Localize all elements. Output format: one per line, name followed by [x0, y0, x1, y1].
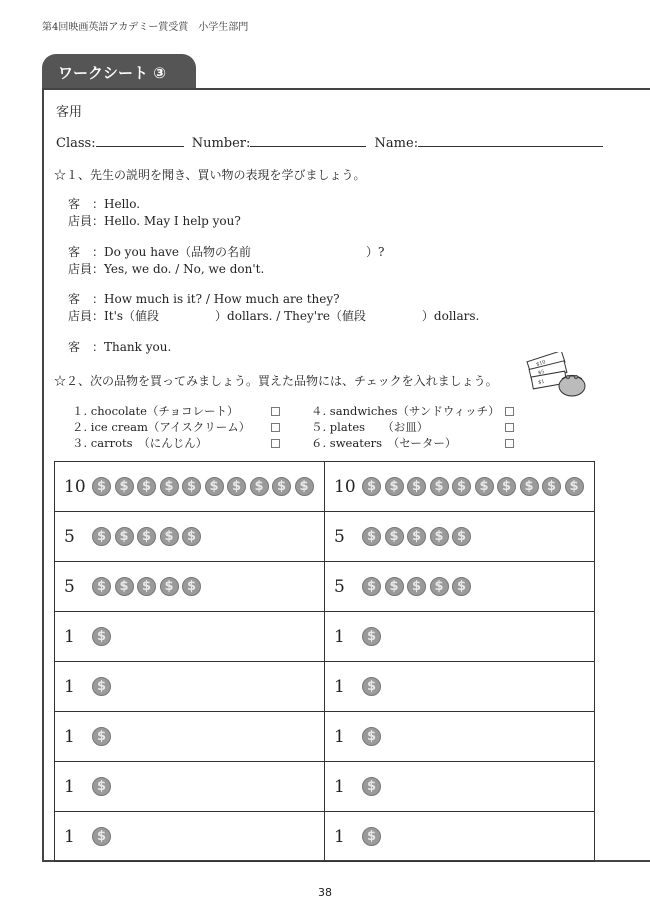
money-row [55, 512, 595, 562]
dollar-coin-icon[interactable]: $ [137, 527, 156, 546]
dollar-coin-icon[interactable]: $ [250, 477, 269, 496]
money-cell[interactable] [325, 762, 595, 812]
dollar-coin-icon[interactable]: $ [92, 827, 111, 846]
money-row [55, 612, 595, 662]
money-cell[interactable] [325, 662, 595, 712]
money-cell[interactable] [55, 812, 325, 862]
money-row [55, 562, 595, 612]
amount-label: 5 [64, 526, 75, 547]
dollar-coin-icon[interactable]: $ [182, 577, 201, 596]
money-cell[interactable] [55, 712, 325, 762]
money-cell[interactable] [55, 762, 325, 812]
svg-text:$1: $1 [537, 378, 546, 386]
money-row [55, 462, 595, 512]
dollar-coin-icon[interactable]: $ [92, 527, 111, 546]
role-label: 客用 [56, 105, 83, 120]
amount-label: 1 [334, 826, 345, 847]
dollar-coin-icon[interactable]: $ [160, 577, 179, 596]
money-row [55, 712, 595, 762]
dollar-coin-icon[interactable]: $ [565, 477, 584, 496]
amount-label: 1 [334, 776, 345, 797]
dollar-coin-icon[interactable]: $ [205, 477, 224, 496]
dollar-coin-icon[interactable]: $ [115, 527, 134, 546]
dollar-coin-icon[interactable]: $ [115, 477, 134, 496]
dialogue-line: 店員：Yes, we do. / No, we don't. [68, 262, 265, 276]
shopping-item: １. chocolate（チョコレート） [72, 404, 239, 418]
money-cell[interactable] [325, 562, 595, 612]
shopping-item: ２. ice cream（アイスクリーム） [72, 420, 251, 434]
dollar-coin-icon[interactable]: $ [452, 577, 471, 596]
dollar-coin-icon[interactable]: $ [430, 477, 449, 496]
shopping-item: ６. sweaters （セーター） [311, 436, 457, 450]
task2-instruction: ☆２、次の品物を買ってみましょう。買えた品物には、チェックを入れましょう。 [54, 374, 498, 388]
dollar-coin-icon[interactable]: $ [92, 477, 111, 496]
shopping-item: ４. sandwiches（サンドウィッチ） [311, 404, 500, 418]
dollar-coin-icon[interactable]: $ [362, 827, 381, 846]
svg-text:$10: $10 [535, 359, 547, 368]
amount-label: 1 [64, 826, 75, 847]
money-cell[interactable] [55, 662, 325, 712]
dollar-coin-icon[interactable]: $ [362, 477, 381, 496]
dollar-coin-icon[interactable]: $ [272, 477, 291, 496]
dollar-coin-icon[interactable]: $ [362, 527, 381, 546]
dollar-coin-icon[interactable]: $ [430, 527, 449, 546]
item-checkbox[interactable] [505, 423, 514, 432]
amount-label: 5 [334, 576, 345, 597]
dollar-coin-icon[interactable]: $ [160, 477, 179, 496]
dollar-coin-icon[interactable]: $ [92, 777, 111, 796]
money-row [55, 662, 595, 712]
dialogue-2 [68, 244, 384, 278]
money-cell[interactable] [325, 812, 595, 862]
dialogue-4 [68, 339, 171, 356]
amount-label: 1 [64, 626, 75, 647]
money-cell[interactable] [325, 712, 595, 762]
dialogue-line: 店員：It's（値段 ）dollars. / They're（値段 ）dollars. [68, 309, 480, 323]
dollar-coin-icon[interactable]: $ [407, 577, 426, 596]
item-checkbox[interactable] [271, 407, 280, 416]
item-checkbox[interactable] [505, 439, 514, 448]
dollar-coin-icon[interactable]: $ [520, 477, 539, 496]
shopping-item: ５. plates （お皿） [311, 420, 429, 434]
money-cell[interactable] [55, 612, 325, 662]
student-info-row [56, 134, 603, 151]
dollar-coin-icon[interactable]: $ [362, 727, 381, 746]
dollar-coin-icon[interactable]: $ [92, 627, 111, 646]
amount-label: 1 [64, 676, 75, 697]
dollar-coin-icon[interactable]: $ [227, 477, 246, 496]
page-number: 38 [318, 886, 332, 899]
number-label: Number: [191, 136, 251, 151]
dialogue-line: 客 ：Hello. [68, 197, 141, 211]
item-checkbox[interactable] [505, 407, 514, 416]
dollar-coin-icon[interactable]: $ [385, 577, 404, 596]
amount-label: 10 [334, 476, 356, 497]
dollar-coin-icon[interactable]: $ [137, 477, 156, 496]
amount-label: 5 [334, 526, 345, 547]
item-checkbox[interactable] [271, 439, 280, 448]
dollar-coin-icon[interactable]: $ [362, 677, 381, 696]
amount-label: 5 [64, 576, 75, 597]
dollar-coin-icon[interactable]: $ [92, 727, 111, 746]
dialogue-line: 客 ：Do you have（品物の名前 ）? [68, 245, 385, 259]
header-title: 第4回映画英語アカデミー賞受賞 小学生部門 [42, 22, 249, 33]
amount-label: 1 [64, 726, 75, 747]
money-cell[interactable] [55, 512, 325, 562]
class-field[interactable] [96, 134, 184, 147]
dollar-coin-icon[interactable]: $ [115, 577, 134, 596]
class-label: Class: [56, 136, 96, 151]
dollar-coin-icon[interactable]: $ [475, 477, 494, 496]
shopping-item: ３. carrots （にんじん） [72, 436, 208, 450]
number-field[interactable] [250, 134, 366, 147]
dollar-coin-icon[interactable]: $ [407, 477, 426, 496]
dialogue-line: 客 ：Thank you. [68, 340, 172, 354]
dialogue-line: 店員：Hello. May I help you? [68, 214, 241, 228]
dialogue-3 [68, 291, 479, 325]
money-row [55, 812, 595, 862]
dollar-coin-icon[interactable]: $ [137, 577, 156, 596]
dollar-coin-icon[interactable]: $ [160, 527, 179, 546]
dollar-coin-icon[interactable]: $ [497, 477, 516, 496]
money-table [54, 461, 595, 862]
dialogue-1 [68, 196, 241, 230]
money-cell[interactable] [325, 612, 595, 662]
amount-label: 1 [334, 726, 345, 747]
item-checkbox[interactable] [271, 423, 280, 432]
dollar-coin-icon[interactable]: $ [385, 477, 404, 496]
svg-text:$5: $5 [537, 368, 546, 377]
money-row [55, 762, 595, 812]
task1-instruction: ☆１、先生の説明を聞き、買い物の表現を学びましょう。 [54, 168, 366, 182]
dollar-coin-icon[interactable]: $ [182, 477, 201, 496]
dollar-coin-icon[interactable]: $ [92, 577, 111, 596]
dollar-coin-icon[interactable]: $ [430, 577, 449, 596]
name-label: Name: [374, 136, 419, 151]
money-cell[interactable] [325, 512, 595, 562]
dollar-coin-icon[interactable]: $ [452, 477, 471, 496]
money-cell[interactable] [55, 462, 325, 512]
dollar-coin-icon[interactable]: $ [542, 477, 561, 496]
name-field[interactable] [418, 134, 603, 147]
amount-label: 1 [334, 676, 345, 697]
dollar-coin-icon[interactable]: $ [92, 677, 111, 696]
dollar-coin-icon[interactable]: $ [182, 527, 201, 546]
dollar-coin-icon[interactable]: $ [362, 627, 381, 646]
money-cell[interactable] [55, 562, 325, 612]
dialogue-line: 客 ：How much is it? / How much are they? [68, 292, 340, 306]
dollar-coin-icon[interactable]: $ [452, 527, 471, 546]
amount-label: 1 [334, 626, 345, 647]
dollar-coin-icon[interactable]: $ [407, 527, 426, 546]
money-bills-wallet-icon [522, 352, 586, 398]
dollar-coin-icon[interactable]: $ [362, 777, 381, 796]
worksheet-tab: ワークシート ③ [42, 54, 196, 90]
dollar-coin-icon[interactable]: $ [295, 477, 314, 496]
dollar-coin-icon[interactable]: $ [385, 527, 404, 546]
amount-label: 1 [64, 776, 75, 797]
money-cell[interactable] [325, 462, 595, 512]
dollar-coin-icon[interactable]: $ [362, 577, 381, 596]
amount-label: 10 [64, 476, 86, 497]
